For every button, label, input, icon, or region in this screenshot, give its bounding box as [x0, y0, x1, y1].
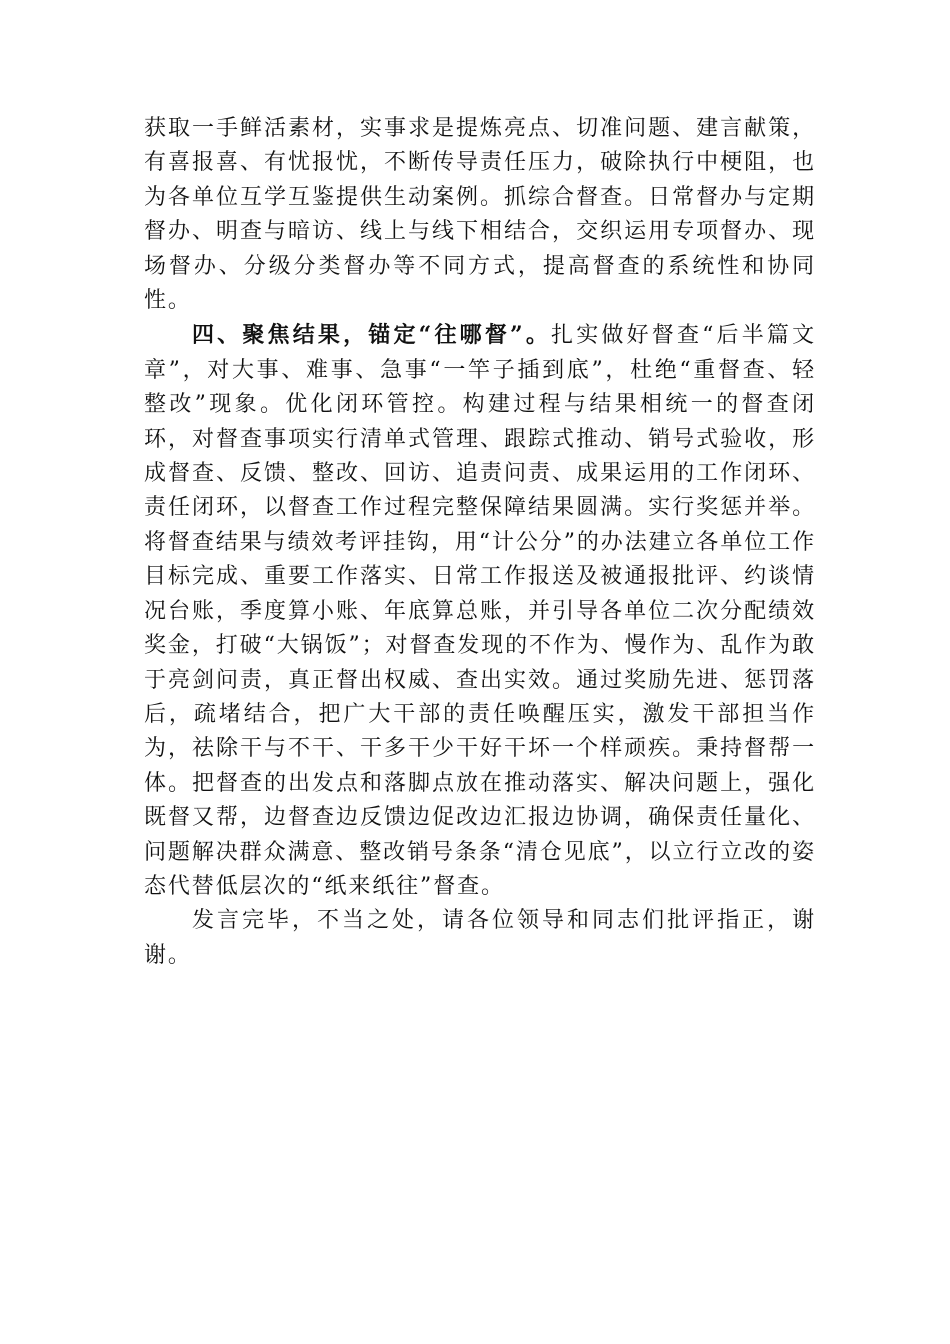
paragraph-text: 发言完毕，不当之处，请各位领导和同志们批评指正，谢谢。 [144, 908, 816, 968]
document-body [144, 112, 816, 973]
section-heading: 四、聚焦结果，锚定“往哪督”。 [192, 322, 552, 349]
paragraph-continued [144, 112, 816, 318]
paragraph-closing [144, 904, 816, 973]
paragraph-section-four [144, 318, 816, 904]
paragraph-text: 获取一手鲜活素材，实事求是提炼亮点、切准问题、建言献策，有喜报喜、有忧报忧，不断传导责任压力，破除执行中梗阻，也为各单位互学互鉴提供生动案例。抓综合督查。日常督办与定期督办、明查与暗访、线上与线下相结合，交织运用专项督办、现场督办、分级分类督办等不同方式，提高督查的系统性和协同性。 [144, 116, 816, 314]
paragraph-text: 扎实做好督查“后半篇文章”，对大事、难事、急事“一竿子插到底”，杜绝“重督查、轻整改”现象。优化闭环管控。构建过程与结果相统一的督查闭环，对督查事项实行清单式管理、跟踪式推动、销号式验收，形成督查、反馈、整改、回访、追责问责、成果运用的工作闭环、责任闭环，以督查工作过程完整保障结果圆满。实行奖惩并举。将督查结果与绩效考评挂钩，用“计公分”的办法建立各单位工作目标完成、重要工作落实、日常工作报送及被通报批评、约谈情况台账，季度算小账、年底算总账，并引导各单位二次分配绩效奖金，打破“大锅饭”；对督查发现的不作为、慢作为、乱作为敢于亮剑问责，真正督出权威、查出实效。通过奖励先进、惩罚落后，疏堵结合，把广大干部的责任唤醒压实，激发干部担当作为，祛除干与不干、干多干少干好干坏一个样顽疾。秉持督帮一体。把督查的出发点和落脚点放在推动落实、解决问题上，强化既督又帮，边督查边反馈边促改边汇报边协调，确保责任量化、问题解决群众满意、整改销号条条“清仓见底”，以立行立改的姿态代替低层次的“纸来纸往”督查。 [144, 323, 816, 899]
